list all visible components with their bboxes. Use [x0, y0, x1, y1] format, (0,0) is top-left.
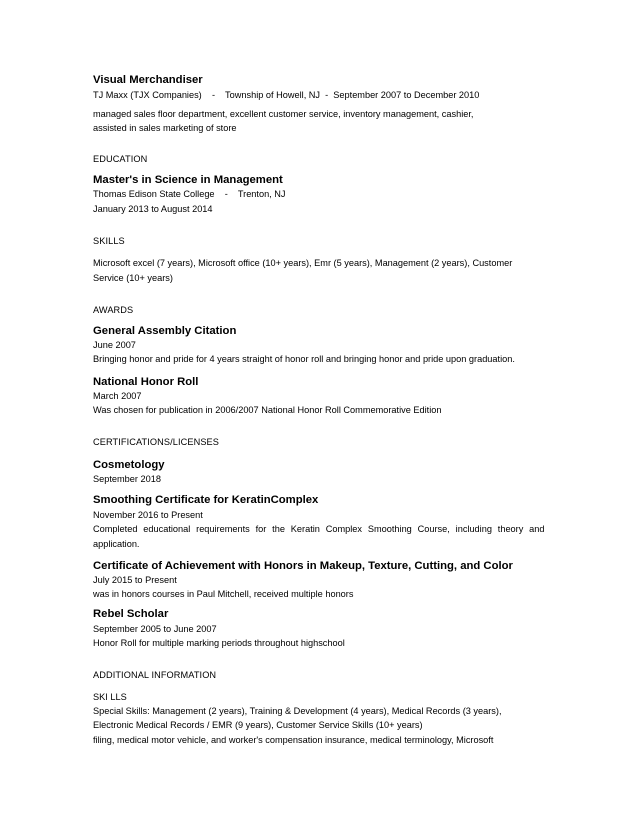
- education-dates: January 2013 to August 2014: [93, 204, 213, 214]
- skills-line: Microsoft excel (7 years), Microsoft office (10+ years), Emr (5 years), Management (2 years), Customer: [93, 258, 513, 268]
- award-title: National Honor Roll: [93, 376, 199, 388]
- section-heading-awards: AWARDS: [93, 305, 134, 315]
- certification-description: Honor Roll for multiple marking periods throughout highschool: [93, 638, 345, 648]
- additional-subheading: SKI LLS: [93, 692, 127, 702]
- job-title: Visual Merchandiser: [93, 74, 203, 86]
- award-date: June 2007: [93, 340, 136, 350]
- award-title: General Assembly Citation: [93, 325, 237, 337]
- certification-description-line: Completed educational requirements for the Keratin Complex Smoothing Course, including theory and: [93, 524, 545, 534]
- additional-line: Electronic Medical Records / EMR (9 years), Customer Service Skills (10+ years): [93, 720, 423, 730]
- job-description-line: managed sales floor department, excellent customer service, inventory management, cashier,: [93, 109, 474, 119]
- certification-title: Cosmetology: [93, 459, 165, 471]
- certification-description-line: application.: [93, 539, 140, 549]
- certification-title: Smoothing Certificate for KeratinComplex: [93, 494, 319, 506]
- section-heading-education: EDUCATION: [93, 154, 148, 164]
- certification-title: Certificate of Achievement with Honors in Makeup, Texture, Cutting, and Color: [93, 560, 513, 572]
- certification-date: November 2016 to Present: [93, 510, 203, 520]
- certification-date: September 2005 to June 2007: [93, 624, 217, 634]
- job-entry: [93, 73, 203, 87]
- school-line: Thomas Edison State College - Trenton, NJ: [93, 189, 286, 199]
- certification-description: was in honors courses in Paul Mitchell, received multiple honors: [93, 589, 354, 599]
- skills-line: Service (10+ years): [93, 273, 173, 283]
- award-date: March 2007: [93, 391, 142, 401]
- section-heading-additional: ADDITIONAL INFORMATION: [93, 670, 217, 680]
- award-description: Was chosen for publication in 2006/2007 National Honor Roll Commemorative Edition: [93, 405, 442, 415]
- certification-title: Rebel Scholar: [93, 608, 169, 620]
- certification-date: September 2018: [93, 474, 161, 484]
- additional-line: filing, medical motor vehicle, and worker's compensation insurance, medical terminology, Microsoft: [93, 735, 494, 745]
- job-employer-line: TJ Maxx (TJX Companies) - Township of Howell, NJ - September 2007 to December 2010: [93, 90, 480, 100]
- additional-line: Special Skills: Management (2 years), Training & Development (4 years), Medical Records (3 years),: [93, 706, 502, 716]
- award-description: Bringing honor and pride for 4 years straight of honor roll and bringing honor and pride upon graduation.: [93, 354, 515, 364]
- certification-date: July 2015 to Present: [93, 575, 177, 585]
- section-heading-certifications: CERTIFICATIONS/LICENSES: [93, 437, 220, 447]
- section-heading-skills: SKILLS: [93, 236, 125, 246]
- degree-title: Master's in Science in Management: [93, 174, 283, 186]
- job-description-line: assisted in sales marketing of store: [93, 123, 237, 133]
